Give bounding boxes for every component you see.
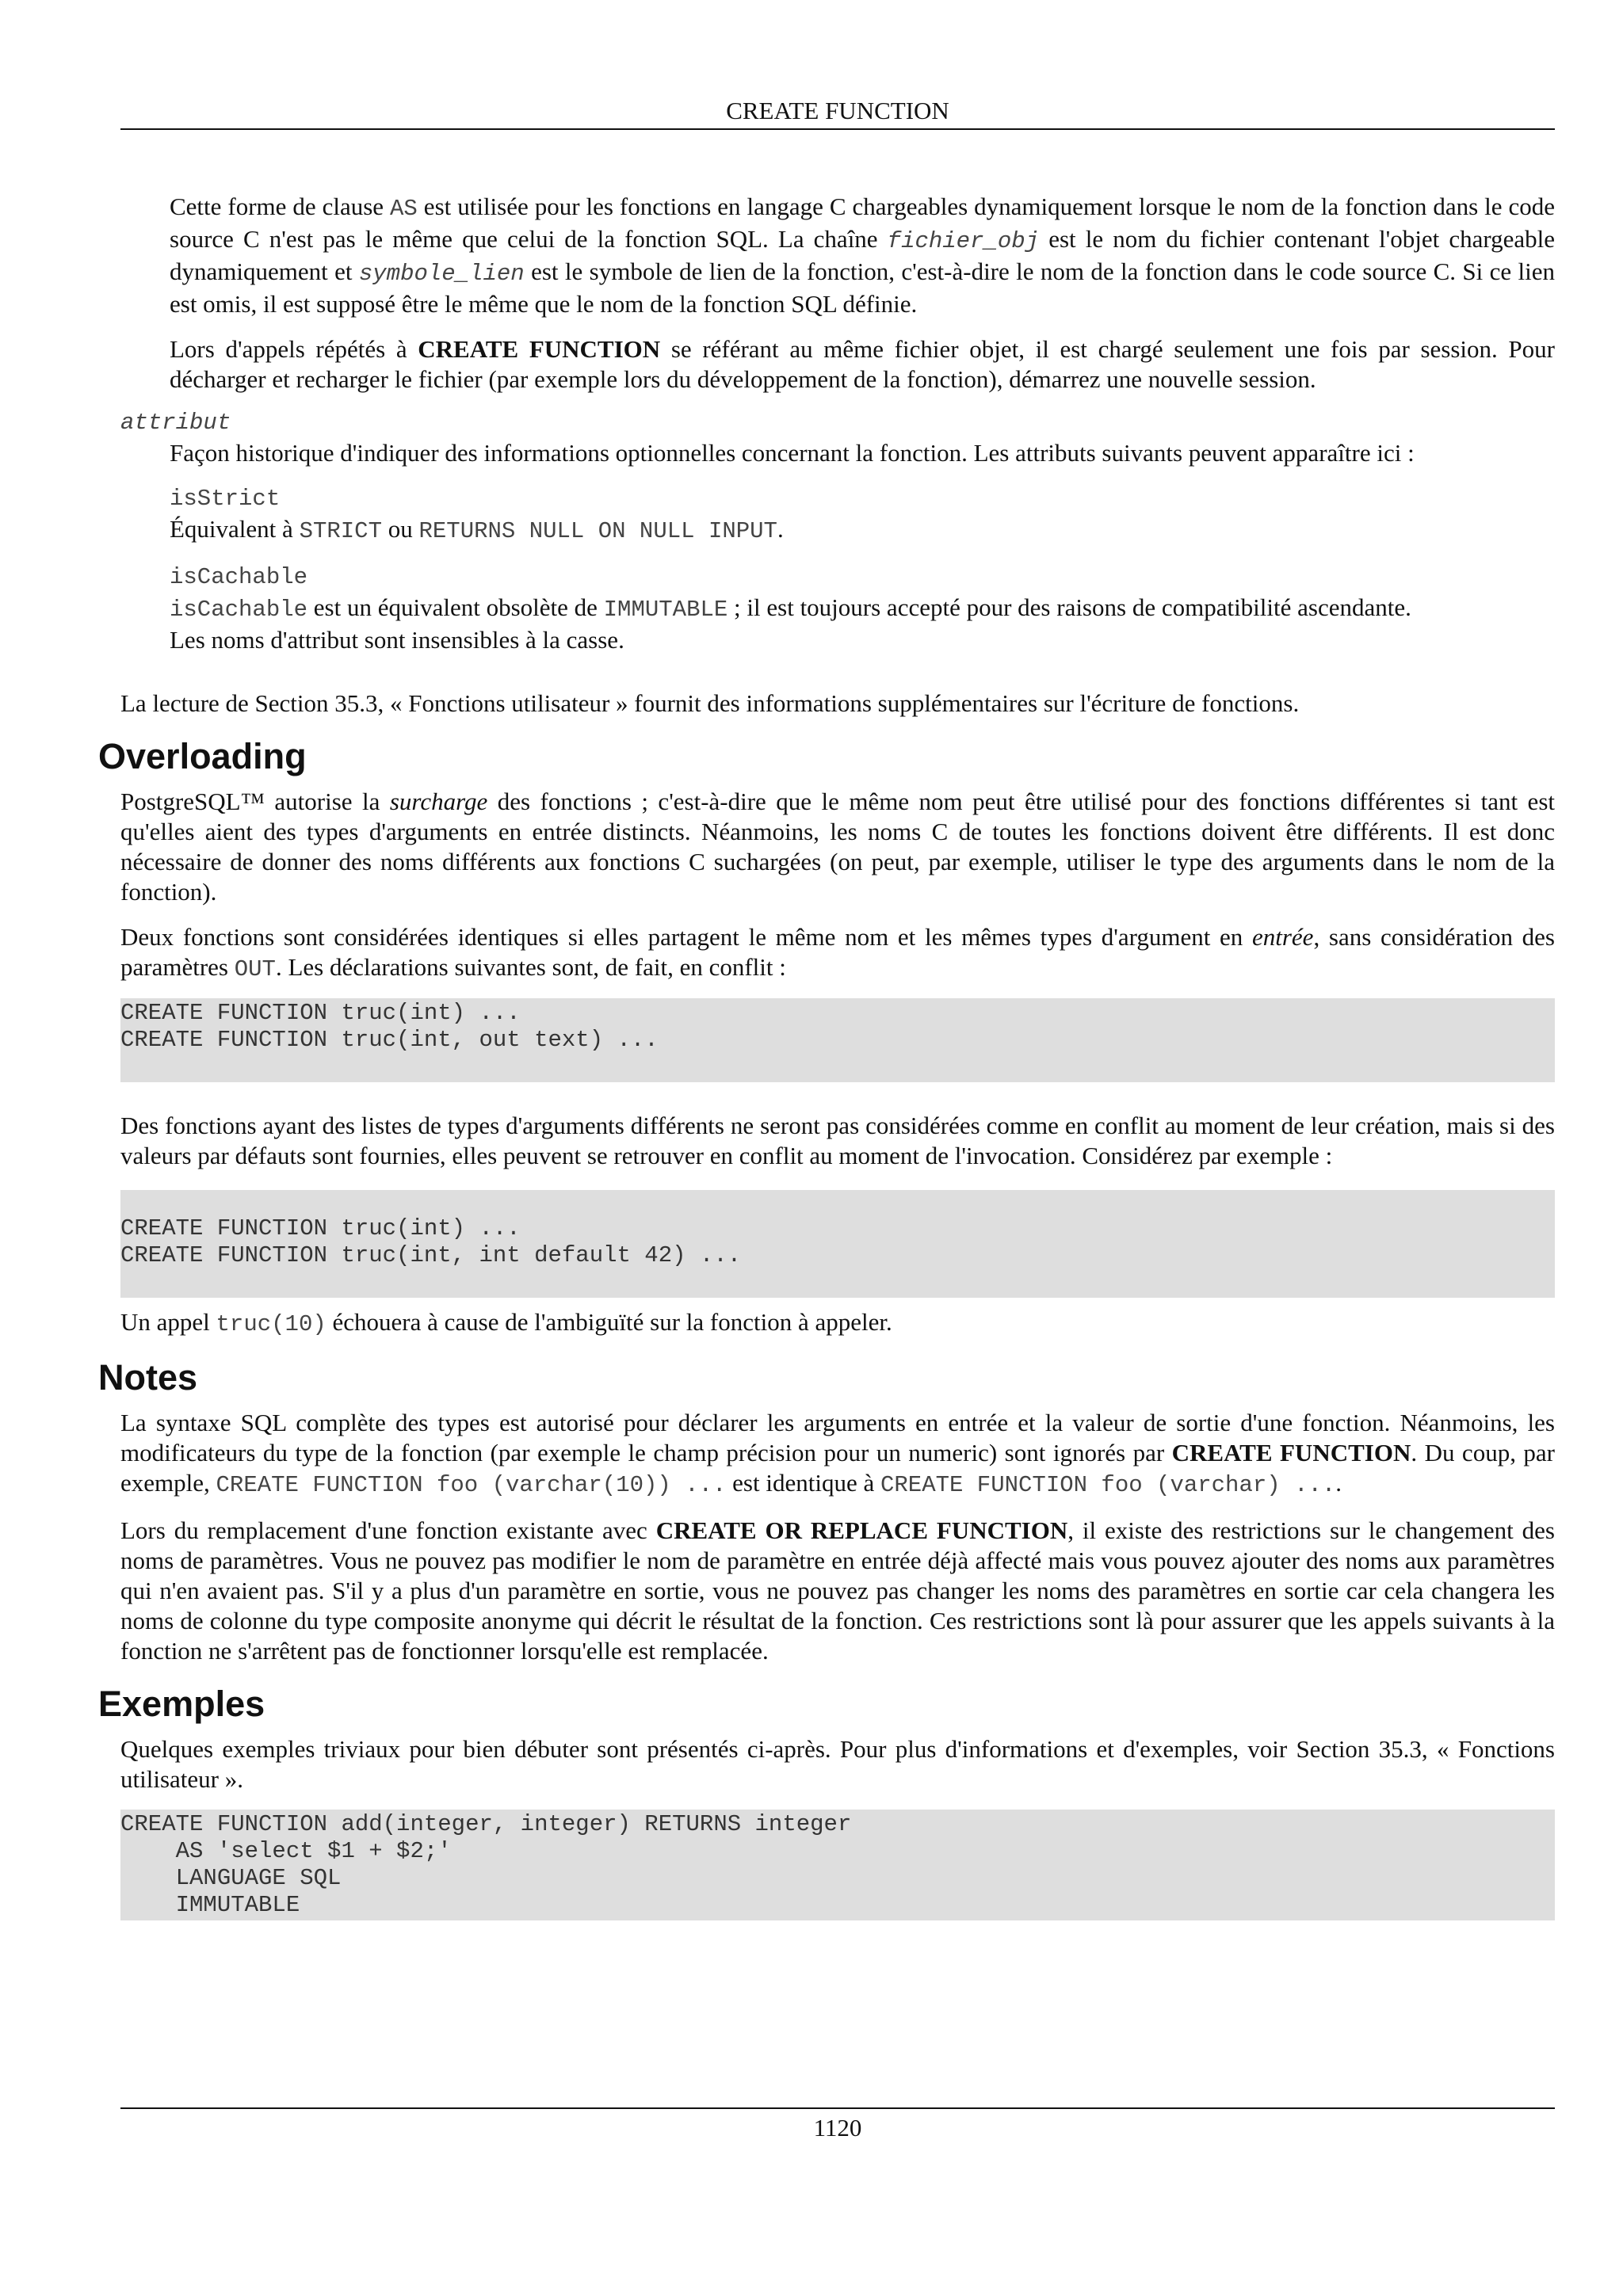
attribut-description: Façon historique d'indiquer des informations optionnelles concernant la fonction. Les attributs suivants peuvent apparaître ici : [170,439,1415,467]
notes-paragraph-1: La syntaxe SQL complète des types est autorisé pour déclarer les arguments en entrée et la valeur de sortie d'une fonction. Néanmoins, les modificateurs du type de la fonction (par exemple le champ précision pour un numeric) sont ignorés par CREATE FUNCTION. Du coup, par exemple, CREATE FUNCTION foo (varchar(10)) ... est identique à CREATE FUNCTION foo (varchar) .... [120,1409,1556,1498]
notes-heading: Notes [98,1357,198,1398]
inline-code: AS [390,196,418,222]
overloading-paragraph-2: Deux fonctions sont considérées identiques si elles partagent le même nom et les mêmes types d'argument en entrée, sans considération des paramètres OUT. Les déclarations suivantes sont, de fait, en conflit : [120,923,1556,982]
page-number: 1120 [813,2114,862,2142]
lecture-paragraph: La lecture de Section 35.3, « Fonctions utilisateur » fournit des informations supplémentaires sur l'écriture de fonctions. [120,689,1300,717]
exemples-heading: Exemples [98,1684,265,1724]
code-block-overloading-2: CREATE FUNCTION truc(int) ... CREATE FUNCTION truc(int, int default 42) ... [120,1190,1555,1298]
inline-code: IMMUTABLE [603,597,728,623]
overloading-paragraph-3: Des fonctions ayant des listes de types d'arguments différents ne seront pas considérées comme en conflit au moment de leur création, mais si des valeurs par défauts sont fournies, elles peuvent se retrouver en conflit au moment de l'invocation. Considérez par exemple : [120,1112,1555,1169]
inline-code: isCachable [170,597,308,623]
code-block-overloading-1: CREATE FUNCTION truc(int) ... CREATE FUNCTION truc(int, out text) ... [120,998,1555,1082]
inline-code: symbole_lien [358,261,525,287]
isstrict-description: Équivalent à STRICT ou RETURNS NULL ON NULL INPUT. [170,515,784,544]
as-clause-paragraph: Cette forme de clause AS est utilisée pour les fonctions en langage C chargeables dynamiquement lorsque le nom de la fonction dans le code source C n'est pas le même que celui de la fonction SQL. La chaîne fichier_obj est le nom du fichier contenant l'objet chargeable dynamiquement et symbole_lien est le symbole de lien de la fonction, c'est-à-dire le nom de la fonction dans le code source C. Si ce lien est omis, il est supposé être le même que le nom de la fonction SQL définie. [170,193,1556,318]
repeated-calls-paragraph: Lors d'appels répétés à CREATE FUNCTION se référant au même fichier objet, il est chargé seulement une fois par session. Pour décharger et recharger le fichier (par exemple lors du développement de la fonction), démarrez une nouvelle session. [170,335,1555,393]
iscachable-term: isCachable [170,564,308,590]
code-block-exemple: CREATE FUNCTION add(integer, integer) RETURNS integer AS 'select $1 + $2;' LANGUAGE SQL IMMUTABLE [120,1810,1555,1920]
isstrict-term: isStrict [170,486,281,512]
header-rule [120,128,1555,130]
inline-code: fichier_obj [887,228,1040,254]
inline-code: truc(10) [216,1311,327,1337]
inline-code: CREATE FUNCTION foo (varchar(10)) ... [216,1472,727,1498]
inline-code: RETURNS NULL ON NULL INPUT [418,518,777,544]
overloading-paragraph-4: Un appel truc(10) échouera à cause de l'ambiguïté sur la fonction à appeler. [120,1308,892,1337]
page-content [98,189,1556,1920]
iscachable-description: isCachable est un équivalent obsolète de IMMUTABLE ; il est toujours accepté pour des raisons de compatibilité ascendante. [170,593,1411,623]
attribut-term: attribut [120,410,231,436]
overloading-heading: Overloading [98,736,307,776]
inline-code: STRICT [299,518,382,544]
page-header: CREATE FUNCTION [726,97,949,124]
case-insensitive-note: Les noms d'attribut sont insensibles à la casse. [170,626,624,654]
inline-code: OUT [234,956,276,982]
overloading-paragraph-1: PostgreSQL™ autorise la surcharge des fonctions ; c'est-à-dire que le même nom peut être utilisé pour des fonctions différentes si tant est qu'elles aient des types d'arguments en entrée distincts. Néanmoins, les noms C de toutes les fonctions doivent être différents. Il est donc nécessaire de donner des noms différents aux fonctions C suchargées (on peut, par exemple, utiliser le type des arguments dans le nom de la fonction). [120,788,1555,906]
exemples-paragraph: Quelques exemples triviaux pour bien débuter sont présentés ci-après. Pour plus d'informations et d'exemples, voir Section 35.3, « Fonctions utilisateur ». [120,1735,1555,1793]
inline-code: CREATE FUNCTION foo (varchar) ... [880,1472,1336,1498]
footer-rule [120,2107,1555,2109]
notes-paragraph-2: Lors du remplacement d'une fonction existante avec CREATE OR REPLACE FUNCTION, il existe des restrictions sur le changement des noms de paramètres. Vous ne pouvez pas modifier le nom de paramètre en entrée déjà affecté mais vous pouvez ajouter des noms aux paramètres qui n'en avaient pas. S'il y a plus d'un paramètre en sortie, vous ne pouvez pas changer les noms des paramètres en sortie car cela changera les noms de colonne du type composite anonyme qui décrit le résultat de la fonction. Ces restrictions sont là pour assurer que les appels suivants à la fonction ne s'arrêtent pas de fonctionner lorsqu'elle est remplacée. [120,1516,1555,1665]
